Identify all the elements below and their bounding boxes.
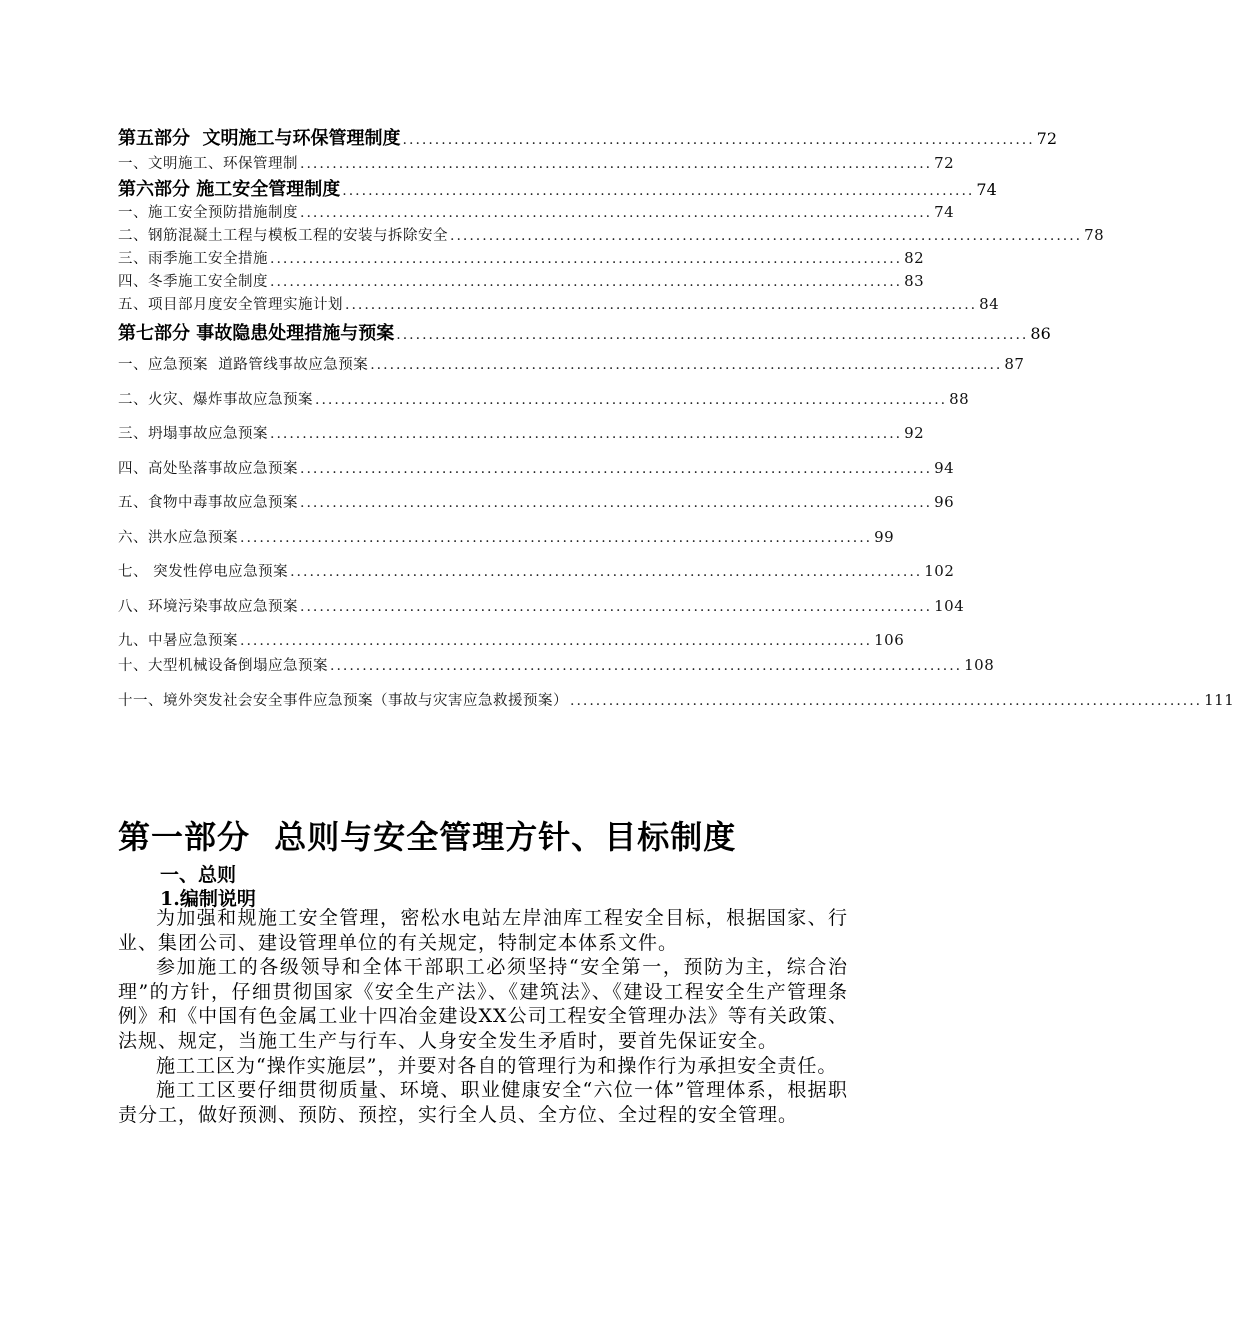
toc-entry-page: 99: [874, 528, 895, 546]
toc-leader-dots: ..................................................................................................: [300, 205, 933, 221]
toc-entry-part-6[interactable]: [118, 175, 997, 201]
paragraph: 施工工区为“操作实施层”，并要对各自的管理行为和操作行为承担安全责任。: [156, 1054, 838, 1077]
toc-leader-dots: ..................................................................................................: [345, 297, 978, 313]
toc-entry-label: 九、中暑应急预案: [118, 633, 238, 649]
toc-entry[interactable]: [118, 201, 955, 222]
toc-entry-page: 111: [1204, 691, 1234, 709]
toc-entry-page: 82: [904, 249, 925, 267]
toc-entry-page: 106: [874, 631, 905, 649]
toc-leader-dots: ..................................................................................................: [450, 228, 1083, 244]
toc-entry-label: 二、火灾、爆炸事故应急预案: [118, 392, 313, 408]
toc-entry-label: 一、施工安全预防措施制度: [118, 205, 298, 221]
toc-entry-label: 三、坍塌事故应急预案: [118, 426, 268, 442]
toc-entry-label: 五、食物中毒事故应急预案: [118, 495, 298, 511]
toc-entry-label: 十、大型机械设备倒塌应急预案: [118, 658, 328, 674]
toc-entry-page: 102: [924, 562, 955, 580]
toc-entry-page: 74: [976, 180, 997, 199]
toc-entry[interactable]: [118, 388, 970, 409]
body-text: [118, 906, 848, 1127]
toc-entry[interactable]: [118, 457, 955, 478]
toc-leader-dots: ..................................................................................................: [370, 357, 1003, 373]
toc-leader-dots: ..................................................................................................: [330, 658, 963, 674]
toc-entry-label: 五、项目部月度安全管理实施计划: [118, 297, 343, 313]
toc-entry[interactable]: [118, 353, 1025, 374]
toc-entry[interactable]: [118, 560, 955, 581]
toc-leader-dots: ..................................................................................................: [570, 693, 1203, 709]
toc-entry-page: 83: [904, 272, 925, 290]
toc-entry-page: 88: [949, 390, 970, 408]
toc-entry-label: 第六部分 施工安全管理制度: [118, 179, 341, 200]
toc-leader-dots: ..................................................................................................: [270, 251, 903, 267]
toc-leader-dots: ..................................................................................................: [300, 495, 933, 511]
toc-leader-dots: ..................................................................................................: [315, 392, 948, 408]
toc-leader-dots: ..................................................................................................: [300, 599, 933, 615]
subsection-title: 1.编制说明: [160, 888, 256, 910]
toc-entry[interactable]: [118, 689, 1234, 710]
paragraph: 为加强和规施工安全管理，密松水电站左岸油库工程安全目标，根据国家、行业、集团公司、建设管理单位的有关规定，特制定本体系文件。: [118, 907, 848, 954]
toc-entry[interactable]: [118, 629, 905, 650]
toc-entry[interactable]: [118, 654, 995, 675]
toc-leader-dots: ..................................................................................................: [240, 530, 873, 546]
toc-entry-page: 72: [1036, 129, 1058, 148]
toc-leader-dots: ..................................................................................................: [290, 564, 923, 580]
toc-leader-dots: ..................................................................................................: [300, 461, 933, 477]
toc-leader-dots: ..................................................................................................: [342, 183, 975, 199]
toc-leader-dots: ..................................................................................................: [270, 274, 903, 290]
toc-entry-page: 74: [934, 203, 955, 221]
toc-entry[interactable]: [118, 270, 925, 291]
toc-entry-label: 一、文明施工、环保管理制: [118, 156, 298, 172]
toc-entry-label: 第七部分 事故隐患处理措施与预案: [118, 323, 395, 344]
toc-entry[interactable]: [118, 224, 1105, 245]
toc-leader-dots: ..................................................................................................: [270, 426, 903, 442]
toc-leader-dots: ..................................................................................................: [402, 132, 1035, 148]
toc-entry-page: 84: [979, 295, 1000, 313]
toc-entry-page: 108: [964, 656, 995, 674]
toc-leader-dots: ..................................................................................................: [300, 156, 933, 172]
toc-leader-dots: ..................................................................................................: [240, 633, 873, 649]
toc-entry-page: 78: [1084, 226, 1105, 244]
toc-entry-label: 二、钢筋混凝土工程与模板工程的安装与拆除安全: [118, 228, 448, 244]
section-title: 一、总则: [160, 864, 237, 886]
toc-entry-label: 六、洪水应急预案: [118, 530, 238, 546]
toc-entry[interactable]: [118, 595, 965, 616]
toc-entry-label: 三、雨季施工安全措施: [118, 251, 268, 267]
toc-entry-page: 104: [934, 597, 965, 615]
toc-entry-page: 87: [1004, 355, 1025, 373]
toc-entry-label: 七、 突发性停电应急预案: [118, 564, 289, 580]
toc-entry-page: 86: [1030, 324, 1051, 343]
toc-entry-label: 四、高处坠落事故应急预案: [118, 461, 298, 477]
toc-entry-part-7[interactable]: [118, 319, 1051, 345]
toc-entry-page: 92: [904, 424, 925, 442]
toc-leader-dots: ..................................................................................................: [396, 327, 1029, 343]
toc-entry[interactable]: [118, 491, 955, 512]
toc-entry-page: 96: [934, 493, 955, 511]
toc-entry-label: 四、冬季施工安全制度: [118, 274, 268, 290]
toc-entry[interactable]: [118, 247, 925, 268]
toc-entry[interactable]: [118, 293, 1000, 314]
chapter-title: 第一部分 总则与安全管理方针、目标制度: [118, 818, 737, 856]
toc-entry-page: 94: [934, 459, 955, 477]
toc-entry-label: 八、环境污染事故应急预案: [118, 599, 298, 615]
toc-entry-label: 十一、境外突发社会安全事件应急预案（事故与灾害应急救援预案）: [118, 693, 568, 709]
paragraph: 参加施工的各级领导和全体干部职工必须坚持“安全第一，预防为主，综合治理”的方针，仔细贯彻国家《安全生产法》、《建筑法》、《建设工程安全生产管理条例》和《中国有色金属工业十四冶金建设XX公司工程安全管理办法》等有关政策、法规、规定，当施工生产与行车、人身安全发生矛盾时，要首先保证安全。: [118, 956, 848, 1052]
toc-entry-label: 一、应急预案 道路管线事故应急预案: [118, 357, 369, 373]
toc-entry[interactable]: [118, 526, 895, 547]
toc-entry-label: 第五部分 文明施工与环保管理制度: [118, 128, 401, 149]
toc-entry[interactable]: [118, 152, 955, 173]
toc-entry[interactable]: [118, 422, 925, 443]
toc-entry-page: 72: [934, 154, 955, 172]
paragraph: 施工工区要仔细贯彻质量、环境、职业健康安全“六位一体”管理体系，根据职责分工，做好预测、预防、预控，实行全人员、全方位、全过程的安全管理。: [118, 1079, 848, 1126]
toc-entry-part-5[interactable]: [118, 124, 1058, 150]
